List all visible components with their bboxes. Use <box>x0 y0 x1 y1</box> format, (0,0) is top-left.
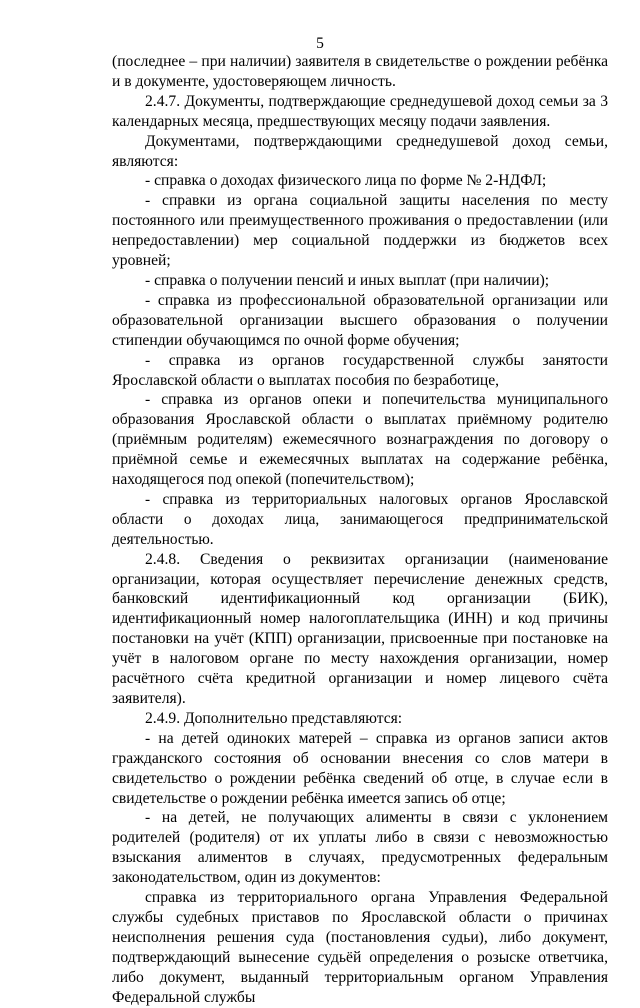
list-item-no-alimony: - на детей, не получающих алименты в связи с уклонением родителей (родителя) от их уплаты либо в связи с невозможностью взыскания алиментов в случаях, предусмотренных федеральным законодательством, один из документов: <box>112 809 608 887</box>
page-number: 5 <box>316 35 324 52</box>
list-item-ndfl: - справка о доходах физического лица по форме № 2-НДФЛ; <box>145 172 547 190</box>
paragraph-2-4-7: 2.4.7. Документы, подтверждающие среднедушевой доход семьи за 3 календарных месяца, предшествующих месяцу подачи заявления. <box>112 92 608 130</box>
paragraph-bailiff-certificate: справка из территориального органа Управления Федеральной службы судебных приставов по Ярославской области о причинах неисполнения решения суда (постановления судьи), либо документ, подтверждающий вынесение судьёй определения о розыске ответчика, либо документ, выданный территориальным органом Управления Федеральной службы <box>112 889 608 1006</box>
list-item-stipend: - справка из профессиональной образовательной организации или образовательной организации высшего образования о получении стипендии обучающимся по очной форме обучения; <box>112 291 608 349</box>
document-body <box>112 52 608 1008</box>
paragraph-continuation: (последнее – при наличии) заявителя в свидетельстве о рождении ребёнка и в документе, удостоверяющем личность. <box>112 53 608 90</box>
list-item-unemployment: - справка из органов государственной службы занятости Ярославской области о выплатах пособия по безработице, <box>112 351 608 389</box>
list-item-pensions: - справка о получении пенсий и иных выплат (при наличии); <box>145 271 550 289</box>
paragraph-2-4-8: 2.4.8. Сведения о реквизитах организации (наименование организации, которая осуществляет перечисление денежных средств, банковский идентификационный код организации (БИК), идентификационный номер налогоплательщика (ИНН) и код причины постановки на учёт (КПП) организации, присвоенные при постановке на учёт в налоговом органе по месту нахождения организации, номер расчётного счёта кредитной организации и номер лицевого счёта заявителя). <box>112 550 608 707</box>
list-item-social-protection: - справки из органа социальной защиты населения по месту постоянного или преимущественного проживания о предоставлении (или непредоставлении) мер социальной поддержки из бюджетов всех уровней; <box>112 192 608 270</box>
list-item-single-mothers: - на детей одиноких матерей – справка из органов записи актов гражданского состояния об основании внесения со слов матери в свидетельство о рождении ребёнка сведений об отце, в случае если в свидетельстве о рождении ребёнка имеется запись об отце; <box>112 729 608 807</box>
paragraph-2-4-9: 2.4.9. Дополнительно представляются: <box>145 709 403 727</box>
list-item-guardianship: - справка из органов опеки и попечительства муниципального образования Ярославской области о выплатах приёмному родителю (приёмным родителям) ежемесячного вознаграждения по договору о приёмной семье и ежемесячных выплатах на содержание ребёнка, находящегося под опекой (попечительством); <box>112 391 608 489</box>
list-item-tax-authority: - справка из территориальных налоговых органов Ярославской области о доходах лица, занимающегося предпринимательской деятельностью. <box>112 490 608 548</box>
paragraph-income-documents-intro: Документами, подтверждающими среднедушевой доход семьи, являются: <box>112 132 608 170</box>
